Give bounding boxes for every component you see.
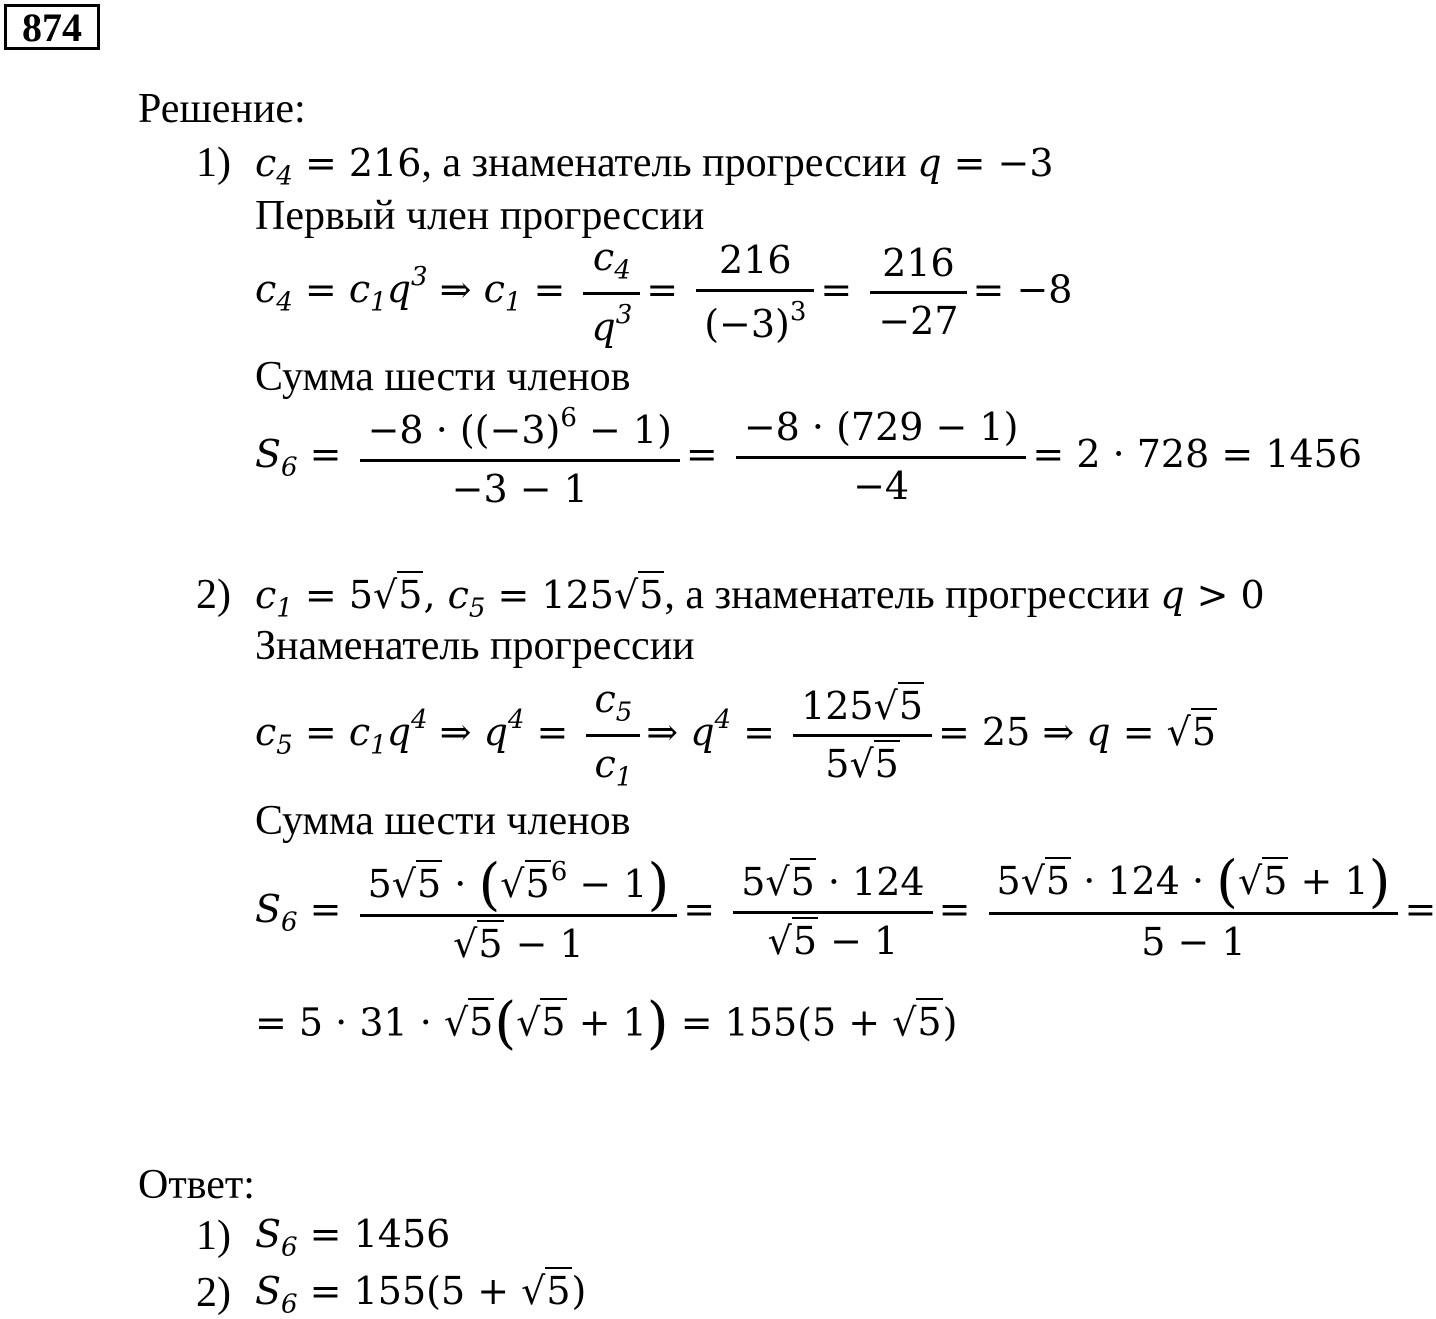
- part1-given-line: [255, 140, 1054, 192]
- answer2-formula: $S_6 = 155(5 + √5)$: [255, 1269, 587, 1319]
- part1-given-math-a: $c_4 = 216$: [255, 141, 422, 192]
- part1-first-term-formula: $c_4 = c_1q^3$ ⇒ $c_1$ = $\frac{c_4}{q^3}$ = $\frac{216}{(-3)^3}$ = $\frac{216}{-27}$ = −8: [255, 235, 1073, 350]
- part2-given-math-b: q > 0: [1160, 573, 1265, 617]
- answer2-marker: 2): [196, 1270, 231, 1316]
- part2-sum-formula-line1: $S_6$ = $\frac{5√5 \cdot (√5^6 - 1)}{√5 - 1}$ = $\frac{5√5 \cdot 124}{√5 - 1}$ = $\frac{5√5 \cdot 124 \cdot (√5 + 1)}{5 - 1}$ =: [255, 850, 1436, 967]
- part1-marker: 1): [196, 140, 231, 186]
- part1-given-text: , а знаменатель прогрессии: [421, 140, 907, 186]
- part2-ratio-heading: Знаменатель прогрессии: [255, 623, 695, 669]
- part2-sum-formula-line2: = 5 · 31 · √5(√5 + 1) = 155(5 + √5): [255, 991, 958, 1056]
- part2-marker: 2): [196, 572, 231, 618]
- solution-heading: Решение:: [138, 86, 306, 132]
- problem-number: 874: [4, 4, 100, 50]
- part1-first-term-heading: Первый член прогрессии: [255, 193, 705, 239]
- part1-sum-heading: Сумма шести членов: [255, 354, 631, 400]
- part2-ratio-formula: $c_5 = c_1q^4$ ⇒ $q^4$ = $\frac{c_5}{c_1}$ ⇒ $q^4$ = $\frac{125√5}{5√5}$ = 25 ⇒ q = √5: [255, 677, 1217, 793]
- part2-given-text: , а знаменатель прогрессии: [664, 572, 1150, 618]
- part2-given-math-a: $c_1 = 5√5$, $c_5 = 125√5$: [255, 573, 664, 624]
- part2-sum-heading: Сумма шести членов: [255, 798, 631, 844]
- answer1-marker: 1): [196, 1213, 231, 1259]
- part1-given-math-b: q = −3: [917, 141, 1054, 185]
- answer-heading: Ответ:: [138, 1162, 255, 1208]
- answer1-formula: $S_6 = 1456$: [255, 1212, 451, 1263]
- part2-given-line: [255, 572, 1265, 624]
- part1-sum-formula: $S_6$ = $\frac{-8 \cdot ((-3)^6 - 1)}{-3 - 1}$ = $\frac{-8 \cdot (729 - 1)}{-4}$ = 2 · 728 = 1456: [255, 403, 1362, 511]
